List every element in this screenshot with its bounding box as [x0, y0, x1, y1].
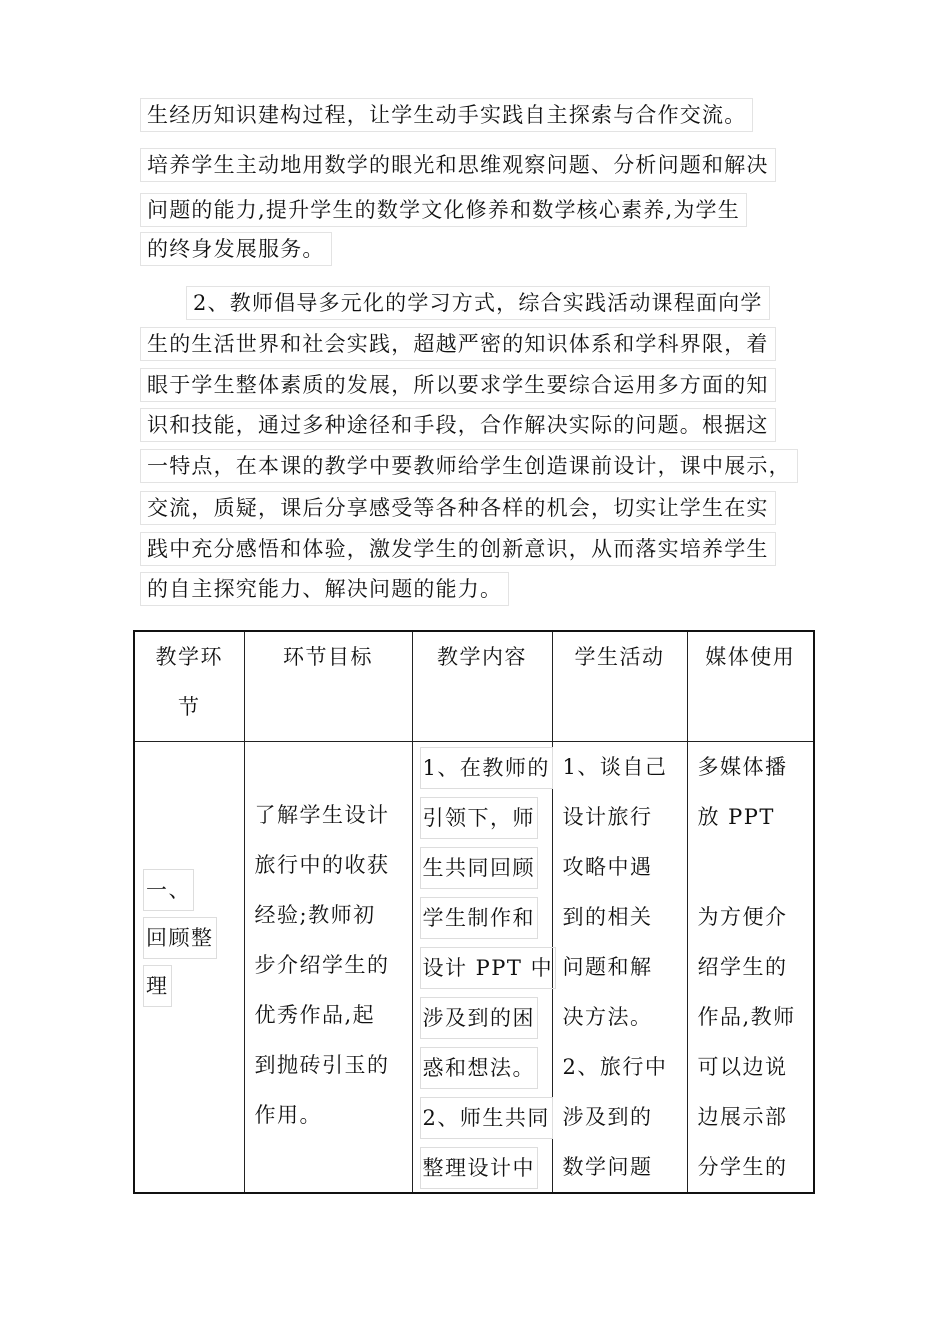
stage-line-1: 一、 — [143, 869, 194, 911]
table-header-row — [134, 631, 814, 741]
content-line-2: 引领下，师 — [420, 797, 539, 839]
content-line-5: 设计 PPT 中 — [420, 947, 557, 989]
goal-line-7: 作用。 — [254, 1102, 322, 1127]
media-line-4: 为方便介 — [697, 904, 788, 929]
content-line-9: 整理设计中 — [420, 1147, 539, 1189]
activity-line-7: 2、旅行中 — [562, 1054, 668, 1079]
para2-line-3: 眼于学生整体素质的发展，所以要求学生要综合运用多方面的知 — [140, 368, 776, 402]
table-row — [134, 741, 814, 1193]
activity-line-5: 问题和解 — [562, 954, 653, 979]
para2-line-4: 识和技能，通过多种途径和手段，合作解决实际的问题。根据这 — [140, 408, 776, 442]
media-line-3 — [698, 842, 814, 892]
goal-line-1: 了解学生设计 — [254, 802, 390, 827]
goal-cell — [244, 741, 412, 1193]
media-line-6: 作品,教师 — [697, 1004, 796, 1029]
para2-line-1: 2、教师倡导多元化的学习方式，综合实践活动课程面向学 — [186, 286, 770, 320]
para2-line-6: 交流，质疑，课后分享感受等各种各样的机会，切实让学生在实 — [140, 491, 776, 525]
activity-cell — [552, 741, 687, 1193]
stage-line-3: 理 — [143, 965, 172, 1007]
goal-line-5: 优秀作品,起 — [254, 1002, 376, 1027]
header-stage — [134, 631, 244, 741]
header-activity: 学生活动 — [552, 631, 687, 741]
activity-line-1: 1、谈自己 — [562, 754, 668, 779]
lesson-plan-table — [133, 630, 815, 1194]
goal-line-2: 旅行中的收获 — [254, 852, 390, 877]
header-media: 媒体使用 — [687, 631, 814, 741]
activity-line-4: 到的相关 — [562, 904, 653, 929]
stage-cell — [134, 741, 244, 1193]
content-line-8: 2、师生共同 — [420, 1097, 553, 1139]
media-line-5: 绍学生的 — [697, 954, 788, 979]
goal-line-6: 到抛砖引玉的 — [254, 1052, 390, 1077]
para2-line-5: 一特点，在本课的教学中要教师给学生创造课前设计，课中展示， — [140, 449, 798, 483]
media-line-7: 可以边说 — [697, 1054, 788, 1079]
activity-line-3: 攻略中遇 — [562, 854, 653, 879]
media-line-2: 放 PPT — [697, 804, 775, 829]
para1-line-2: 培养学生主动地用数学的眼光和思维观察问题、分析问题和解决 — [140, 148, 776, 182]
para2-line-2: 生的生活世界和社会实践，超越严密的知识体系和学科界限，着 — [140, 327, 776, 361]
para1-line-4: 的终身发展服务。 — [140, 232, 332, 266]
media-line-8: 边展示部 — [697, 1104, 788, 1129]
media-line-1: 多媒体播 — [697, 754, 788, 779]
stage-line-2: 回顾整 — [143, 917, 217, 959]
activity-line-8: 涉及到的 — [562, 1104, 653, 1129]
content-cell — [412, 741, 552, 1193]
activity-line-6: 决方法。 — [562, 1004, 653, 1029]
para1-line-3: 问题的能力,提升学生的数学文化修养和数学核心素养,为学生 — [140, 193, 747, 227]
header-content: 教学内容 — [412, 631, 552, 741]
para1-line-1: 生经历知识建构过程，让学生动手实践自主探索与合作交流。 — [140, 98, 753, 132]
content-line-4: 学生制作和 — [420, 897, 539, 939]
media-cell — [687, 741, 814, 1193]
header-goal: 环节目标 — [244, 631, 412, 741]
media-line-9: 分学生的 — [697, 1154, 788, 1179]
content-line-6: 涉及到的困 — [420, 997, 539, 1039]
header-stage-line-1: 教学环 — [155, 645, 223, 669]
goal-line-3: 经验;教师初 — [254, 902, 376, 927]
content-line-3: 生共同回顾 — [420, 847, 539, 889]
header-stage-line-2: 节 — [178, 695, 201, 719]
para2-line-8: 的自主探究能力、解决问题的能力。 — [140, 572, 509, 606]
activity-line-9: 数学问题 — [562, 1154, 653, 1179]
content-line-1: 1、在教师的 — [420, 747, 553, 789]
goal-line-4: 步介绍学生的 — [254, 952, 390, 977]
activity-line-2: 设计旅行 — [562, 804, 653, 829]
para2-line-7: 践中充分感悟和体验，激发学生的创新意识，从而落实培养学生 — [140, 532, 776, 566]
content-line-7: 惑和想法。 — [420, 1047, 539, 1089]
